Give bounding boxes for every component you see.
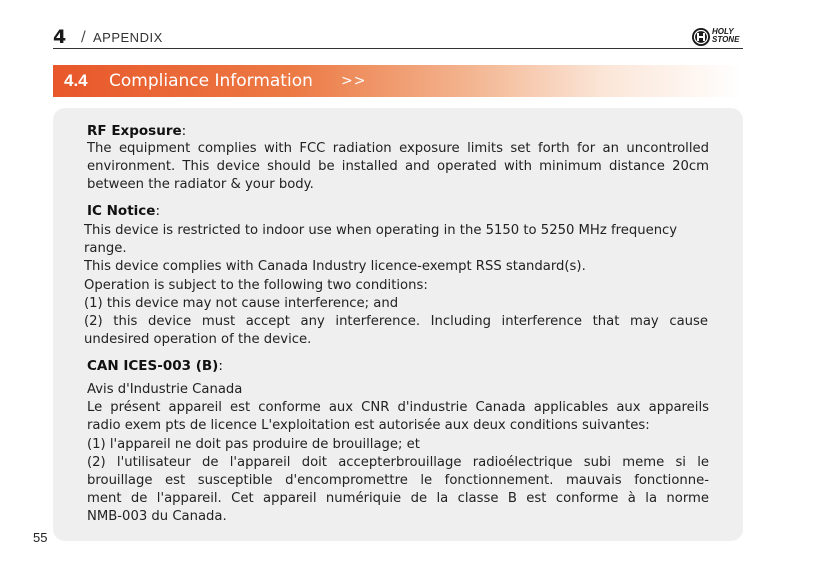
holystone-logo-icon <box>691 27 711 47</box>
logo-wordmark: HOLY STONE <box>712 27 740 44</box>
section-title: Compliance Information <box>109 71 313 91</box>
ic-notice-heading: IC Notice: <box>87 203 161 219</box>
page-number: 55 <box>33 530 48 545</box>
header-divider <box>53 48 743 49</box>
section-arrows-icon: >> <box>341 73 367 89</box>
section-banner <box>53 65 743 97</box>
chapter-separator: / <box>81 29 86 45</box>
rf-exposure-text: The equipment complies with FCC radiation exposure limits set forth for an uncontrolled environment. This device should be installed and operated with minimum distance 20cm between the radiator & your body. <box>87 141 709 193</box>
page-header <box>53 26 743 50</box>
brand-logo <box>691 26 745 48</box>
can-ices-heading: CAN ICES-003 (B): <box>87 358 223 374</box>
section-number: 4.4 <box>64 71 88 90</box>
chapter-title: APPENDIX <box>93 30 163 45</box>
ic-notice-text: This device is restricted to indoor use when operating in the 5150 to 5250 MHz frequency range. This device complies with Canada Industry licence-exempt RSS standard(s). Operation is subject to the following two conditions: (1) this device may not cause interference; and (2) this device must accept any interference. Including interference that may cause undesired operation of the device. <box>84 223 708 348</box>
rf-exposure-heading: RF Exposure: <box>87 123 187 139</box>
can-ices-text: Avis d'Industrie Canada Le présent appareil est conforme aux CNR d'industrie Canada applicables aux appareils radio exem pts de licence L'exploitation est autorisée aux deux conditions suivantes: (1) l'appareil ne doit pas produire de brouillage; et (2) l'utilisateur de l'appareil doit accepterbrouillage radioélectrique subi meme si le brouillage est susceptible d'encompromettre le fonctionnement. mauvais fonctionne- ment de l'appareil. Cet appareil numériquie de la classe B est conforme à la norme NMB-003 du Canada. <box>87 382 709 525</box>
chapter-number: 4 <box>53 26 67 48</box>
